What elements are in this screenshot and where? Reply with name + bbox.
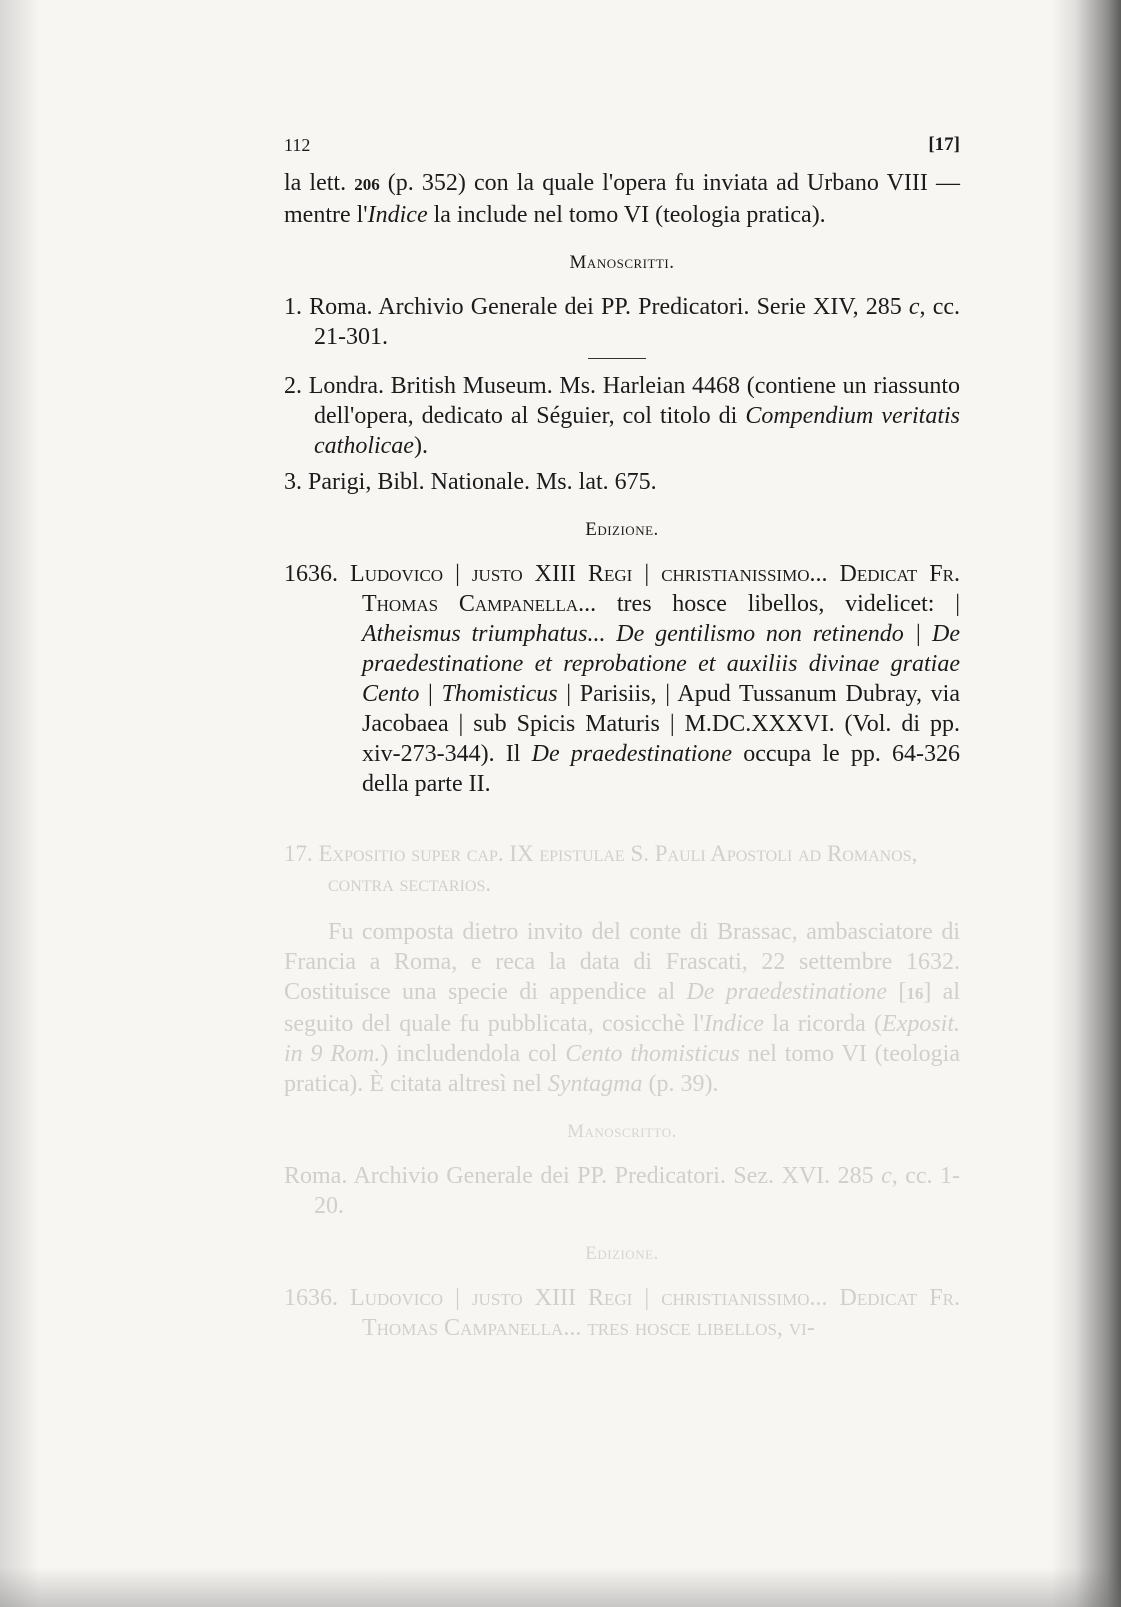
section-number: [17] [928,134,960,155]
edition-entry: 1636. Ludovico | justo XIII Regi | christianissimo... Dedicat Fr. Thomas Campanella... tres hosce libellos, videlicet: | Atheismus triumphatus... De gentilismo non retinendo | De praedestinatione et reprobatione et auxiliis divinae gratiae Cento | Thomisticus | Parisiis, | Apud Tussanum Dubray, via Jacobaea | sub Spicis Maturis | M.DC.XXXVI. (Vol. di pp. xiv-273-344). Il De praedestinatione occupa le pp. 64-326 della parte II. [284,561,960,797]
ghost-ed-entry: 1636. Ludovico | justo XIII Regi | christianissimo... Dedicat Fr. Thomas Campanella... tres hosce libellos, vi- [284,1285,960,1341]
intro-paragraph: la lett. 206 (p. 352) con la quale l'opera fu inviata ad Urbano VIII — mentre l'Indice la include nel tomo VI (teologia pratica). [284,170,960,228]
ghost-section-title: 17. Expositio super cap. IX epistulae S. Pauli Apostoli ad Romanos, contra sectarios. [284,841,918,896]
ghost-ed-heading: Edizione. [585,1243,659,1264]
running-head [284,130,960,160]
edizione-heading: Edizione. [585,519,659,540]
manoscritti-heading: Manoscritti. [569,252,675,273]
page-edge-bottom [0,1567,1121,1607]
page-edge-left [0,0,40,1607]
letter-number: 206 [354,175,380,194]
ghost-paragraph: Fu composta dietro invito del conte di Brassac, ambasciatore di Francia a Roma, e reca la data di Frascati, 22 settembre 1632. Costituisce una specie di appendice al De praedestinatione [16] al seguito del quale fu pubblicata, cosicchè l'Indice la ricorda (Exposit. in 9 Rom.) includendola col Cento thomisticus nel tomo VI (teologia pratica). È citata altresì nel Syntagma (p. 39). [284,919,961,1097]
ghost-ms-entry: Roma. Archivio Generale dei PP. Predicatori. Sez. XVI. 285 c, cc. 1-20. [284,1163,961,1219]
manuscript-entry-3: 3. Parigi, Bibl. Nationale. Ms. lat. 675. [284,469,657,495]
ghost-ms-heading: Manoscritto. [567,1121,677,1142]
show-through-text [284,839,960,1343]
manuscript-entry-2: 2. Londra. British Museum. Ms. Harleian 4468 (contiene un riassunto dell'opera, dedicato al Séguier, col titolo di Compendium veritatis catholicae). [284,373,961,459]
page-body [284,130,960,1343]
page-number: 112 [284,135,311,155]
separator-rule [588,358,646,359]
manuscript-entry-1: 1. Roma. Archivio Generale dei PP. Predicatori. Serie XIV, 285 c, cc. 21-301. [284,294,960,350]
page-edge-right [1051,0,1121,1607]
